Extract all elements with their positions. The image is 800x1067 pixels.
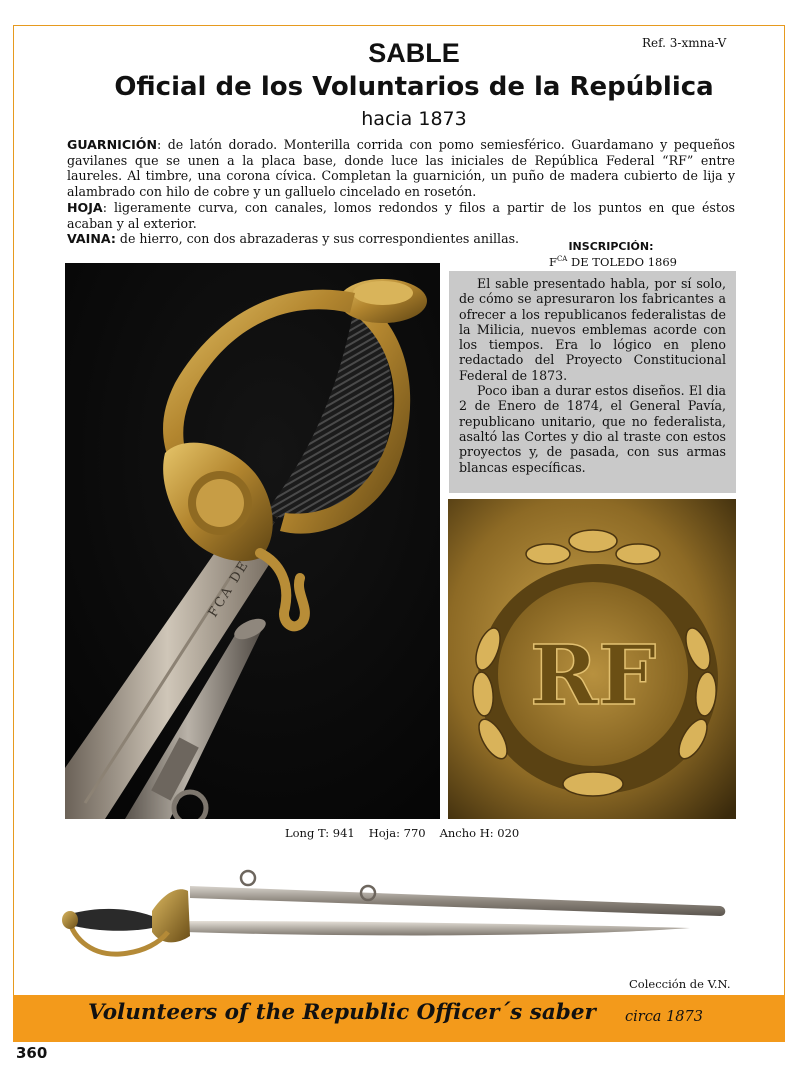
inscription-text: $F^{CA}$ DE TOLEDO 1869 [548, 255, 678, 269]
dim-long: Long T: 941 [285, 826, 355, 840]
hoja-paragraph [67, 200, 735, 231]
description-block [67, 137, 735, 247]
guarnicion-text: : de latón dorado. Monterilla corrida con pomo semiesférico. Guardamano y pequeños gavilanes que se unen a la placa base, donde luce las iniciales de República Federal “RF” entre laureles. Al timbre, una corona cívica. Completan la guarnición, un puño de madera cubierto de lija y alambrado con hilo de cobre y un galluelo cincelado en rosetón. [67, 137, 735, 200]
vaina-label: VAINA: [67, 231, 116, 247]
full-sabre-photo [60, 866, 732, 970]
sabre-hilt-photo [65, 263, 440, 819]
dimensions [285, 826, 533, 840]
title-sable: SABLE [368, 38, 460, 68]
english-banner [13, 995, 785, 1042]
dim-ancho: Ancho H: 020 [439, 826, 520, 840]
collection-credit: Colección de V.N. [629, 977, 731, 991]
guarnicion-label: GUARNICIÓN [67, 137, 158, 152]
reference-code: Ref. 3-xmna-V [642, 36, 727, 50]
rf-initials: RF [529, 628, 657, 724]
blade-engraving: FCA DE [205, 557, 253, 621]
vaina-text: de hierro, con dos abrazaderas y sus correspondientes anillas. [115, 231, 520, 247]
page-number: 360 [16, 1044, 48, 1062]
history-paragraph-1: El sable presentado habla, por sí solo, de cómo se apresuraron los fabricantes a ofrecer a los republicanos federalistas de la Milicia, nuevos emblemas acorde con los tiempos. Era lo lógico en pleno redactado del Proyecto Constitucional Federal de 1873. [459, 276, 726, 383]
inscription-label: INSCRIPCIÓN: [568, 240, 654, 253]
title-name: Oficial de los Voluntarios de la República [114, 72, 714, 102]
hoja-label: HOJA [67, 199, 103, 215]
banner-title: Volunteers of the Republic Officer´s saber [88, 1000, 596, 1025]
history-paragraph-2: Poco iban a durar estos diseños. El dia 2 de Enero de 1874, el General Pavía, republicano unitario, que no federalista, asaltó las Cortes y dio al traste con estos proyectos y, de pasada, con sus armas blancas específicas. [459, 383, 726, 475]
title-date: hacia 1873 [361, 108, 467, 130]
history-box [449, 271, 736, 493]
hoja-text: : ligeramente curva, con canales, lomos redondos y filos a partir de los puntos en que éstos acaban y al exterior. [67, 199, 735, 231]
dim-hoja: Hoja: 770 [368, 826, 426, 840]
guarnicion-paragraph [67, 137, 735, 200]
rf-emblem-photo [448, 499, 736, 819]
banner-date: circa 1873 [625, 1009, 703, 1025]
